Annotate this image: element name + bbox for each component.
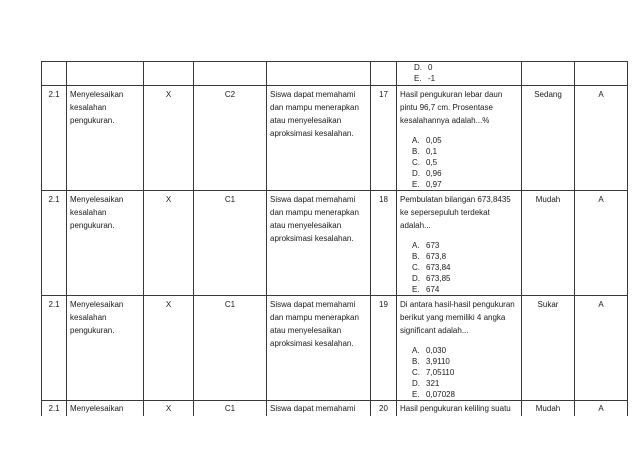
option-item: E. 674 <box>412 285 440 294</box>
option-item: D. 0,96 <box>412 169 442 178</box>
cell-indikator: Siswa dapat memahami dan mampu menerapkan atau menyelesaikan aproksimasi kesalahan. <box>267 191 371 296</box>
cell-no: 2.1 <box>42 191 67 296</box>
cell-tingkat: Mudah <box>522 191 575 296</box>
question-grid-sheet <box>41 61 627 416</box>
option-list <box>400 240 518 295</box>
cell-kd: Menyelesaikan kesalahan pengukuran. <box>67 86 144 191</box>
cell-soal <box>397 191 522 296</box>
cell-col-a: A <box>575 191 628 296</box>
cell-no <box>42 62 67 86</box>
cell-col-a: A <box>575 296 628 401</box>
cell-soal <box>397 62 522 86</box>
option-item: A. 0,05 <box>412 136 442 145</box>
table-row <box>42 296 628 401</box>
cell-nomor: 20 <box>371 401 397 417</box>
question-text: berikut yang memiliki 4 angka <box>400 313 506 322</box>
option-item: C. 7,05110 <box>412 368 455 377</box>
option-item: A. 673 <box>412 241 440 250</box>
cell-level <box>194 62 267 86</box>
cell-tingkat: Mudah <box>522 401 575 417</box>
cell-kd: Menyelesaikan <box>67 401 144 417</box>
option-item: C. 0,5 <box>412 158 438 167</box>
cell-tingkat: Sukar <box>522 296 575 401</box>
cell-tingkat: Sedang <box>522 86 575 191</box>
cell-nomor: 17 <box>371 86 397 191</box>
option-list <box>400 345 518 400</box>
cell-soal <box>397 86 522 191</box>
table-row <box>42 401 628 417</box>
cell-indikator <box>267 62 371 86</box>
option-item: B. 0,1 <box>412 147 438 156</box>
option-list <box>400 62 518 84</box>
table-row <box>42 86 628 191</box>
cell-no: 2.1 <box>42 296 67 401</box>
table-row <box>42 191 628 296</box>
question-text: significant adalah... <box>400 326 469 335</box>
question-grid-table <box>41 61 628 416</box>
option-item: C. 673,84 <box>412 263 451 272</box>
cell-kelas: X <box>144 401 194 417</box>
cell-no: 2.1 <box>42 401 67 417</box>
cell-kelas: X <box>144 191 194 296</box>
question-text: ke sepersepuluh terdekat <box>400 208 490 217</box>
cell-nomor <box>371 62 397 86</box>
cell-nomor: 18 <box>371 191 397 296</box>
option-item: E. 0,07028 <box>412 390 455 399</box>
cell-kd: Menyelesaikan kesalahan pengukuran. <box>67 191 144 296</box>
cell-kelas <box>144 62 194 86</box>
cell-indikator: Siswa dapat memahami dan mampu menerapkan atau menyelesaikan aproksimasi kesalahan. <box>267 86 371 191</box>
cell-indikator: Siswa dapat memahami <box>267 401 371 417</box>
cell-indikator: Siswa dapat memahami dan mampu menerapkan atau menyelesaikan aproksimasi kesalahan. <box>267 296 371 401</box>
option-item: B. 673,8 <box>412 252 447 261</box>
cell-col-a <box>575 62 628 86</box>
cell-col-a: A <box>575 401 628 417</box>
cell-col-a: A <box>575 86 628 191</box>
cell-level: C1 <box>194 191 267 296</box>
cell-level: C1 <box>194 296 267 401</box>
question-text: pintu 96,7 cm. Prosentase <box>400 103 493 112</box>
option-item: E. -1 <box>414 74 436 83</box>
cell-kelas: X <box>144 296 194 401</box>
cell-kd <box>67 62 144 86</box>
question-text: kesalahannya adalah...% <box>400 116 490 125</box>
cell-level: C1 <box>194 401 267 417</box>
cell-nomor: 19 <box>371 296 397 401</box>
option-list <box>400 135 518 190</box>
option-item: E. 0,97 <box>412 180 442 189</box>
option-item: D. 0 <box>414 63 433 72</box>
question-text: Di antara hasil-hasil pengukuran <box>400 300 515 309</box>
cell-kelas: X <box>144 86 194 191</box>
cell-kd: Menyelesaikan kesalahan pengukuran. <box>67 296 144 401</box>
cell-soal: Hasil pengukuran keliling suatu <box>397 401 522 417</box>
table-row-continuation <box>42 62 628 86</box>
cell-tingkat <box>522 62 575 86</box>
option-item: D. 673,85 <box>412 274 451 283</box>
cell-level: C2 <box>194 86 267 191</box>
question-text: Hasil pengukuran lebar daun <box>400 90 503 99</box>
cell-soal <box>397 296 522 401</box>
option-item: D. 321 <box>412 379 440 388</box>
question-text: adalah... <box>400 221 431 230</box>
question-text: Pembulatan bilangan 673,8435 <box>400 195 511 204</box>
cell-no: 2.1 <box>42 86 67 191</box>
option-item: A. 0,030 <box>412 346 447 355</box>
option-item: B. 3,9110 <box>412 357 450 366</box>
